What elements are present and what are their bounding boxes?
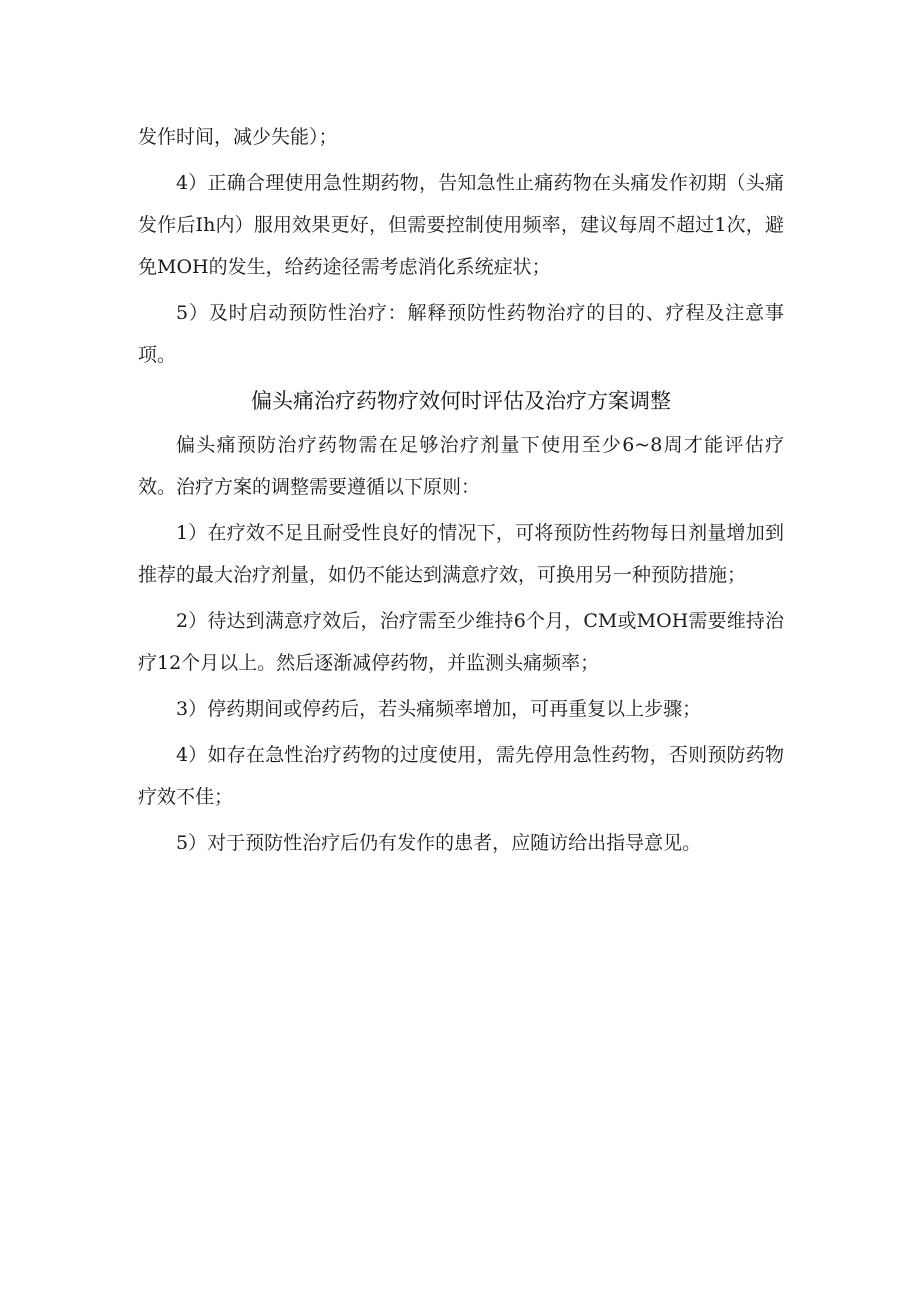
document-body	[138, 116, 784, 868]
paragraph-principle-3: 3）停药期间或停药后，若头痛频率增加，可再重复以上步骤；	[176, 698, 702, 720]
paragraph-principle-5: 5）对于预防性治疗后仍有发作的患者，应随访给出指导意见。	[176, 832, 702, 854]
paragraph-item-5-preventive-treatment: 5）及时启动预防性治疗：解释预防性药物治疗的目的、疗程及注意事项。	[138, 302, 784, 366]
paragraph-principle-1: 1）在疗效不足且耐受性良好的情况下，可将预防性药物每日剂量增加到推荐的最大治疗剂量，如仍不能达到满意疗效，可换用另一种预防措施；	[138, 522, 784, 586]
paragraph-principle-2: 2）待达到满意疗效后，治疗需至少维持6个月，CM或MOH需要维持治疗12个月以上。然后逐渐减停药物，并监测头痛频率；	[138, 610, 784, 674]
paragraph-item-4-acute-medication: 4）正确合理使用急性期药物，告知急性止痛药物在头痛发作初期（头痛发作后Ih内）服用效果更好，但需要控制使用频率，建议每周不超过1次，避免MOH的发生，给药途径需考虑消化系统症状；	[138, 172, 784, 278]
section-title: 偏头痛治疗药物疗效何时评估及治疗方案调整	[251, 389, 671, 413]
paragraph-principle-4: 4）如存在急性治疗药物的过度使用，需先停用急性药物，否则预防药物疗效不佳；	[138, 744, 784, 808]
paragraph-continuation: 发作时间，减少失能）；	[138, 126, 338, 148]
paragraph-intro: 偏头痛预防治疗药物需在足够治疗剂量下使用至少6~8周才能评估疗效。治疗方案的调整需要遵循以下原则：	[138, 434, 784, 498]
